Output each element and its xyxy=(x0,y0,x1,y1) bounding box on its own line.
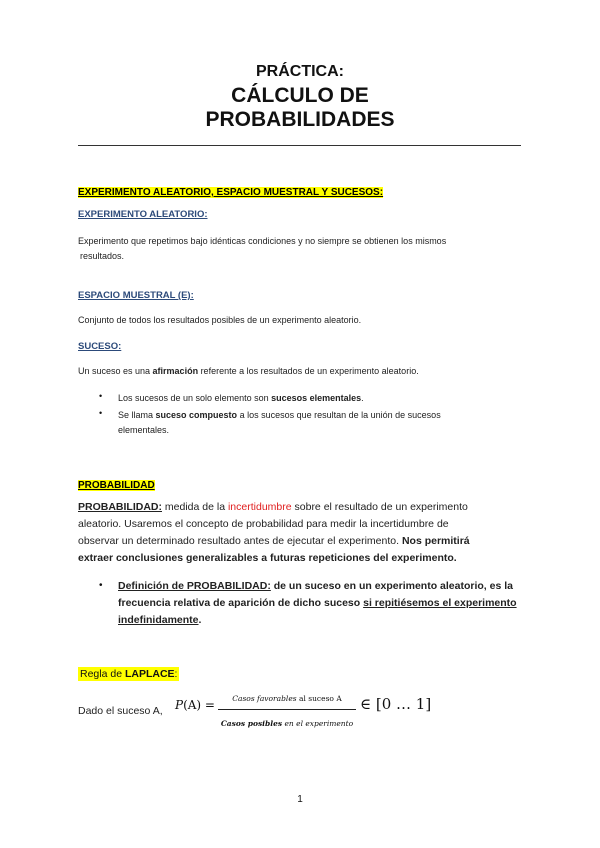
subheading-espacio-muestral: ESPACIO MUESTRAL (E): xyxy=(78,290,194,301)
page-number: 1 xyxy=(297,794,303,805)
bullet-sucesos-elementales: Los sucesos de un solo elemento son sucesos elementales. xyxy=(118,393,364,403)
bullet-dot: • xyxy=(99,391,103,401)
bullet-definicion-probabilidad: Definición de PROBABILIDAD: de un suceso en un experimento aleatorio, es la frecuencia relativa de aparición de dicho suceso si repitiésemos el experimento indefinidamente. xyxy=(118,580,517,626)
laplace-range: ∈ [0 … 1] xyxy=(360,695,432,713)
paragraph-line: Experimento que repetimos bajo idénticas condiciones y no siempre se obtienen los mismos xyxy=(78,236,447,246)
subheading-experimento-aleatorio: EXPERIMENTO ALEATORIO: xyxy=(78,209,208,220)
section-heading-probabilidad: PROBABILIDAD xyxy=(78,480,155,491)
paragraph-experimento xyxy=(78,234,518,264)
highlight-incertidumbre: incertidumbre xyxy=(227,501,292,513)
paragraph-espacio-muestral: Conjunto de todos los resultados posibles de un experimento aleatorio. xyxy=(78,315,362,325)
paragraph-suceso: Un suceso es una afirmación referente a los resultados de un experimento aleatorio. xyxy=(78,366,419,376)
section-heading-experimento: EXPERIMENTO ALEATORIO, ESPACIO MUESTRAL Y SUCESOS: xyxy=(78,187,384,198)
title-divider xyxy=(78,145,521,146)
paragraph-line: elementales. xyxy=(118,425,170,435)
section-heading-laplace: Regla de LAPLACE: xyxy=(80,668,178,680)
paragraph-probabilidad: PROBABILIDAD: medida de la incertidumbre sobre el resultado de un experimento aleatorio. Usaremos el concepto de probabilidad para medir la incertidumbre de observar un determinado resultado antes de ejecutar el experimento. Nos permitirá extraer conclusiones generalizables a futuras repeticiones del experimento. xyxy=(78,499,528,567)
laplace-formula-lhs: P(A) = xyxy=(175,698,215,712)
bullet-dot: • xyxy=(99,408,103,418)
fraction-bar xyxy=(218,709,356,710)
laplace-numerator: Casos favorables al suceso A xyxy=(232,694,342,703)
laplace-lead: Dado el suceso A, xyxy=(78,705,163,717)
bullet-dot: • xyxy=(99,580,103,591)
title-line-2: CÁLCULO DE xyxy=(231,84,369,107)
subheading-suceso: SUCESO: xyxy=(78,341,122,352)
title-line-3: PROBABILIDADES xyxy=(205,108,395,131)
title-line-1: PRÁCTICA: xyxy=(256,63,344,80)
paragraph-line: resultados. xyxy=(80,251,125,261)
bullet-suceso-compuesto: Se llama suceso compuesto a los sucesos que resultan de la unión de sucesos elementales. xyxy=(118,408,441,438)
laplace-denominator: Casos posibles en el experimento xyxy=(220,719,354,728)
paragraph-line: aleatorio. Usaremos el concepto de probabilidad para medir la incertidumbre de xyxy=(78,518,449,530)
